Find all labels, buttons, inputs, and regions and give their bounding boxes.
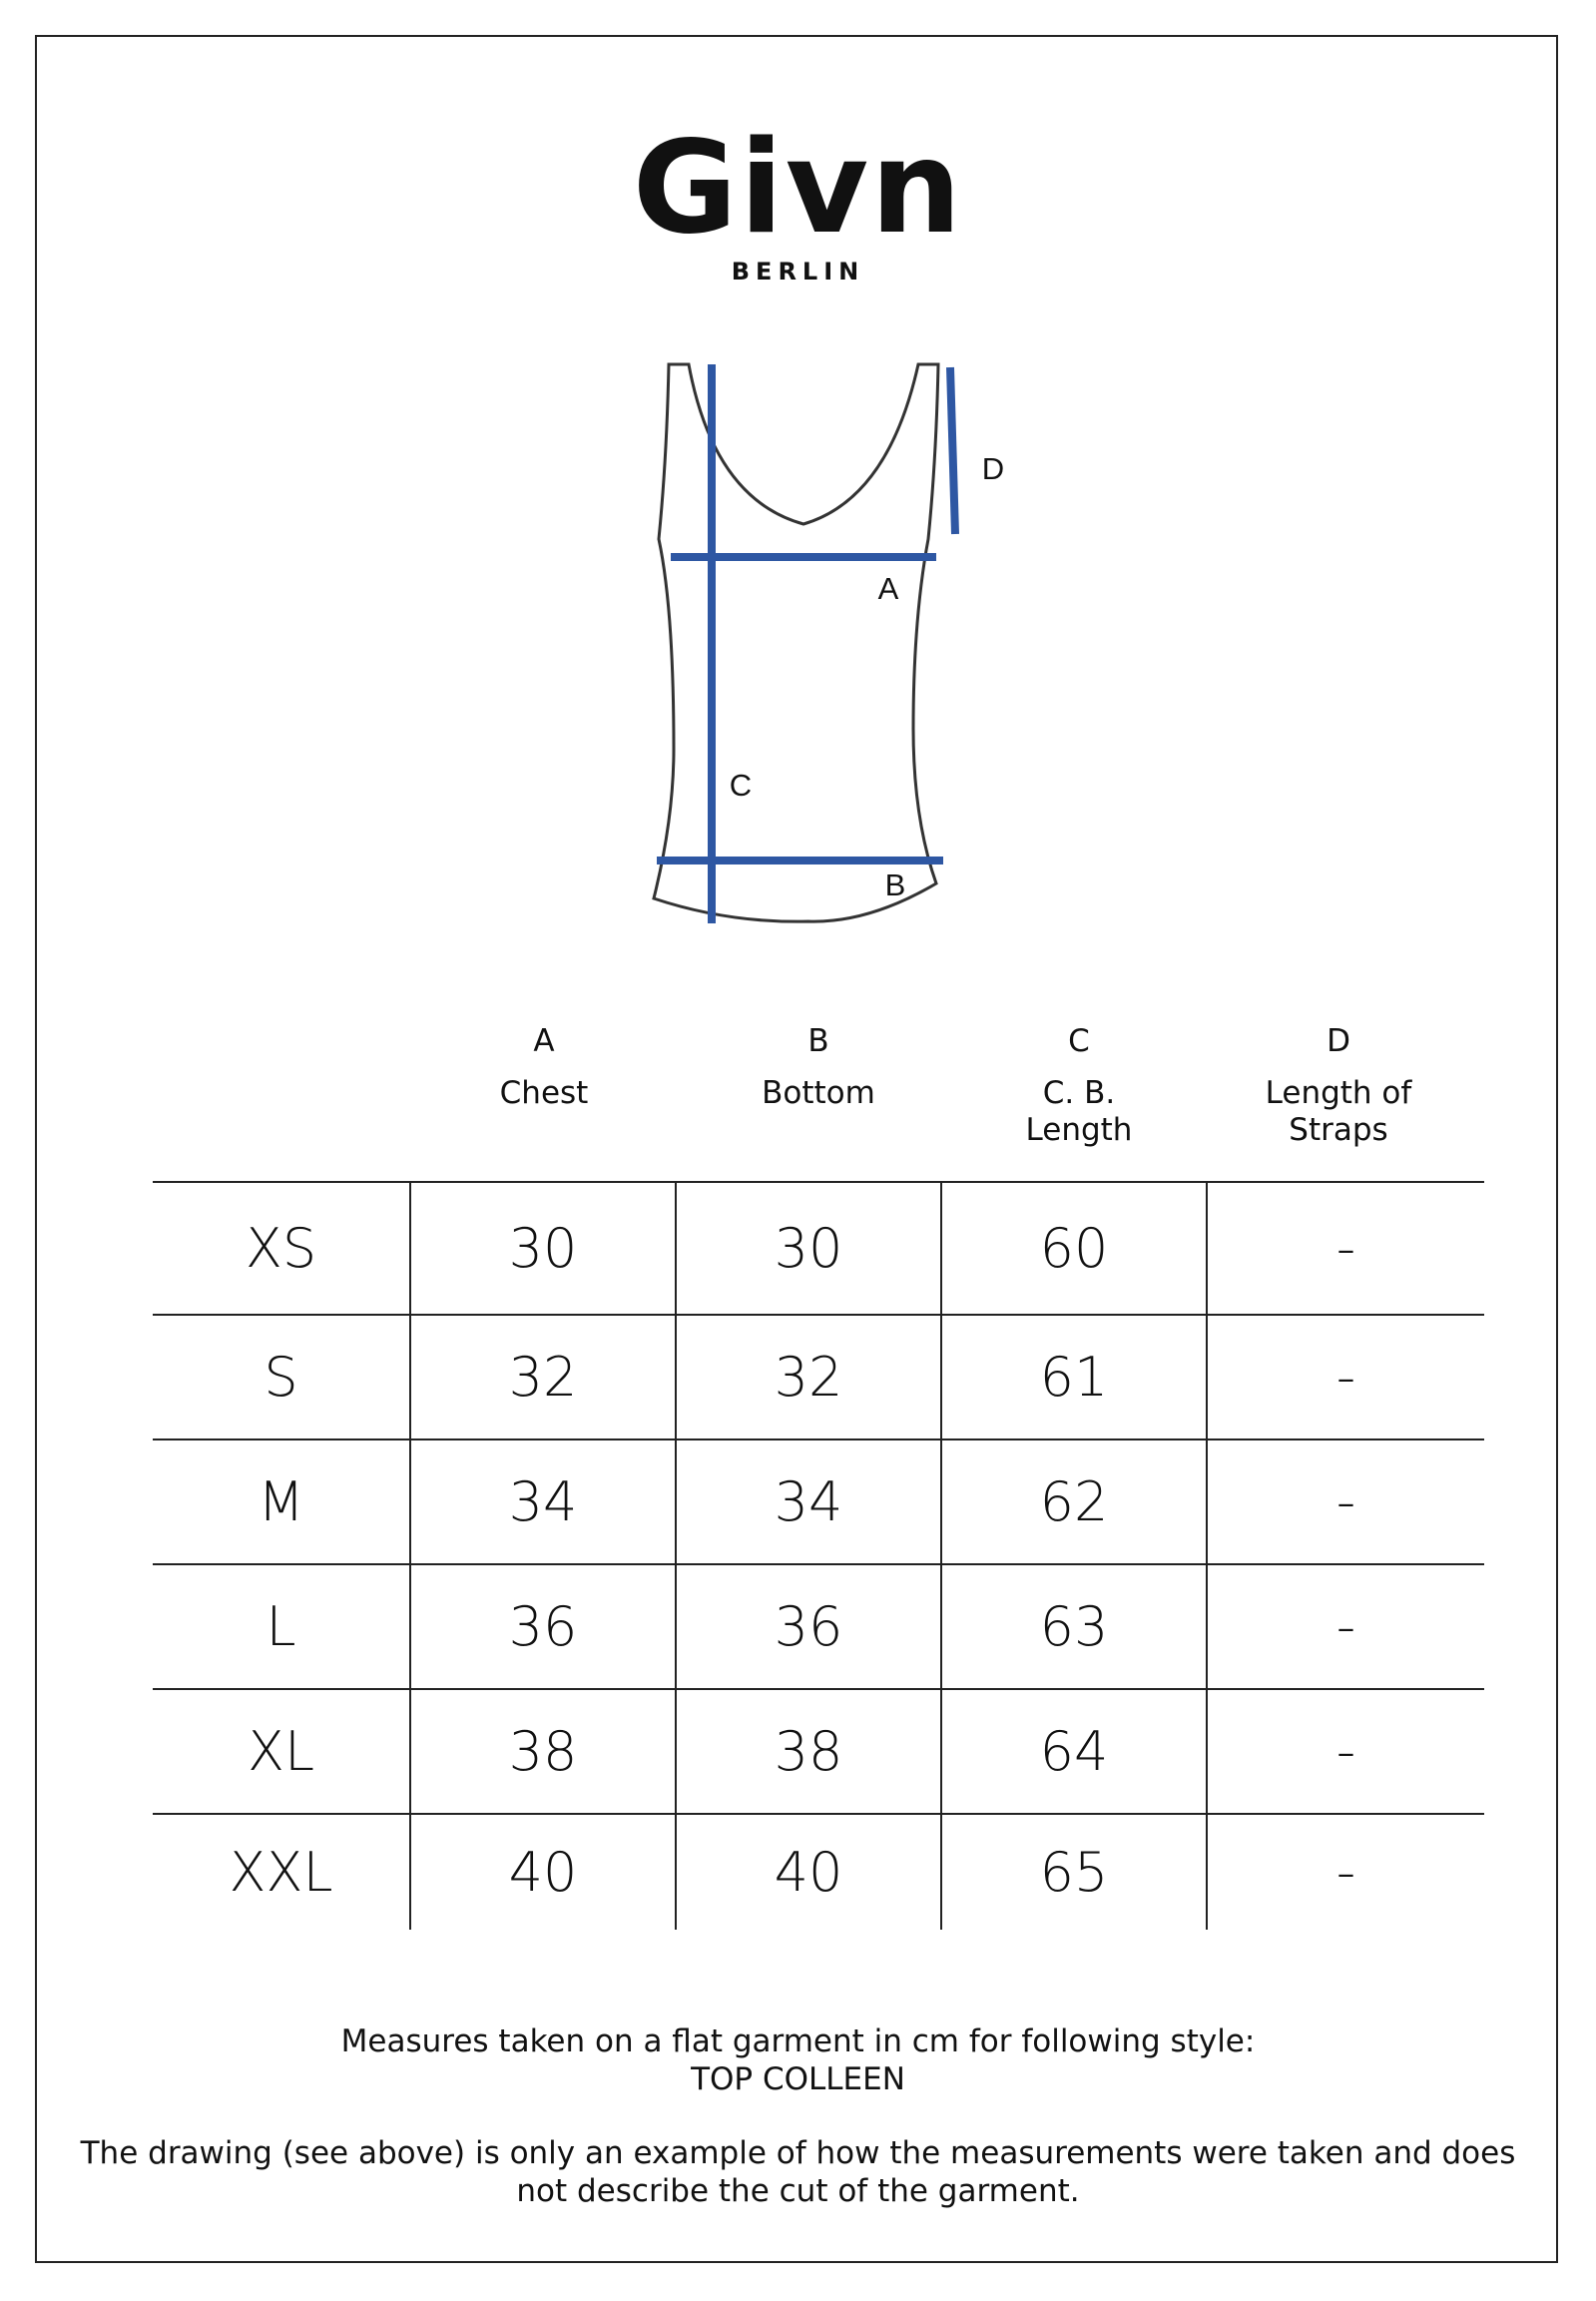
disclaimer: The drawing (see above) is only an example of how the measurements were taken and does not describe the cut of the garment. — [80, 2135, 1516, 2209]
diagram-label-c: C — [729, 768, 753, 803]
length-cell: 62 — [941, 1439, 1207, 1564]
straps-cell: - — [1207, 1315, 1484, 1439]
style-name: TOP COLLEEN — [691, 2061, 905, 2097]
column-letter: C — [1068, 1023, 1090, 1059]
chest-cell: 40 — [410, 1814, 676, 1930]
column-label: Chest — [499, 1075, 589, 1111]
bottom-cell: 34 — [676, 1439, 941, 1564]
bottom-cell: 30 — [676, 1182, 941, 1315]
garment-diagram — [619, 349, 1038, 938]
table-row — [153, 1814, 1484, 1930]
diagram-label-d: D — [981, 451, 1005, 486]
garment-outline — [654, 364, 938, 921]
bottom-cell: 32 — [676, 1315, 941, 1439]
length-cell: 65 — [941, 1814, 1207, 1930]
column-header-c — [949, 1023, 1209, 1149]
column-letter: B — [807, 1023, 829, 1059]
length-cell: 61 — [941, 1315, 1207, 1439]
chest-cell: 30 — [410, 1182, 676, 1315]
column-header-a — [414, 1023, 674, 1112]
chest-cell: 36 — [410, 1564, 676, 1689]
straps-cell: - — [1207, 1439, 1484, 1564]
table-row — [153, 1182, 1484, 1315]
chest-cell: 32 — [410, 1315, 676, 1439]
table-row — [153, 1689, 1484, 1814]
size-cell: L — [153, 1564, 410, 1689]
size-cell: XXL — [153, 1814, 410, 1930]
brand-city: BERLIN — [731, 258, 865, 286]
straps-cell: - — [1207, 1814, 1484, 1930]
column-label: Length of Straps — [1265, 1075, 1412, 1148]
straps-cell: - — [1207, 1182, 1484, 1315]
diagram-label-b: B — [884, 867, 906, 902]
table-row — [153, 1315, 1484, 1439]
column-label: C. B. Length — [1025, 1075, 1133, 1148]
column-letter: D — [1327, 1023, 1350, 1059]
bottom-cell: 36 — [676, 1564, 941, 1689]
table-row — [153, 1564, 1484, 1689]
table-row — [153, 1439, 1484, 1564]
straps-cell: - — [1207, 1689, 1484, 1814]
column-header-d — [1209, 1023, 1468, 1149]
size-cell: S — [153, 1315, 410, 1439]
length-cell: 60 — [941, 1182, 1207, 1315]
column-letter: A — [533, 1023, 555, 1059]
bottom-cell: 40 — [676, 1814, 941, 1930]
diagram-label-a: A — [877, 571, 899, 606]
column-header-b — [689, 1023, 948, 1112]
column-label: Bottom — [762, 1075, 875, 1111]
measure-note — [60, 2022, 1536, 2098]
size-cell: XS — [153, 1182, 410, 1315]
size-cell: XL — [153, 1689, 410, 1814]
size-table — [153, 1181, 1484, 1930]
brand-logo: Givn — [632, 114, 964, 263]
chest-cell: 34 — [410, 1439, 676, 1564]
measure-note-line1: Measures taken on a flat garment in cm for following style: — [340, 2023, 1256, 2059]
measure-line-d — [950, 367, 955, 534]
straps-cell: - — [1207, 1564, 1484, 1689]
length-cell: 64 — [941, 1689, 1207, 1814]
chest-cell: 38 — [410, 1689, 676, 1814]
length-cell: 63 — [941, 1564, 1207, 1689]
bottom-cell: 38 — [676, 1689, 941, 1814]
size-cell: M — [153, 1439, 410, 1564]
